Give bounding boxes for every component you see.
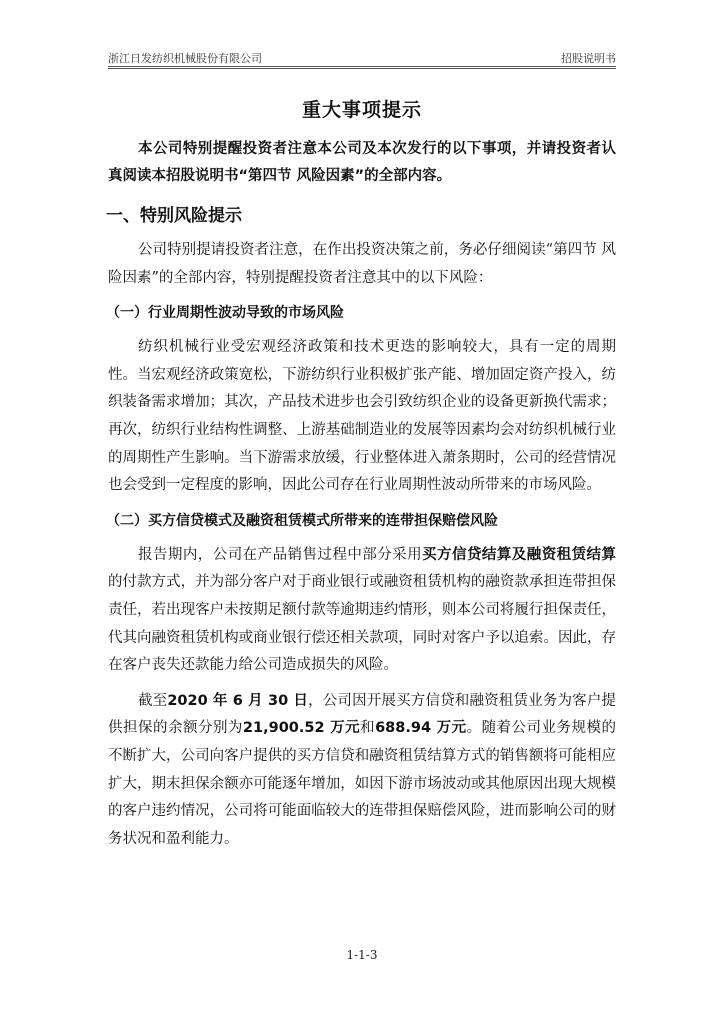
text-run: 截至 bbox=[138, 692, 168, 709]
risk-paragraph-market: 纺织机械行业受宏观经济政策和技术更迭的影响较大，具有一定的周期性。当宏观经济政策宽松，下游纺织行业积极扩张产能、增加固定资产投入，纺织装备需求增加；其次，产品技术进步也会引致纺织企业的设备更新换代需求；再次，纺织行业结构性调整、上游基础制造业的发展等因素均会对纺织机械行业的周期性产生影响。当下游需求放缓，行业整体进入萧条期时，公司的经营情况也会受到一定程度的影响，因此公司存在行业周期性波动所带来的市场风险。 bbox=[108, 339, 616, 494]
header-rule-double bbox=[108, 68, 616, 69]
lead-paragraph: 本公司特别提醒投资者注意本公司及本次发行的以下事项，并请投资者认真阅读本招股说明书“第四节 风险因素”的全部内容。 bbox=[108, 141, 616, 184]
emphasized-amount: 21,900.52 万元 bbox=[242, 720, 361, 737]
header-document-type: 招股说明书 bbox=[561, 52, 616, 65]
section-intro-paragraph: 公司特别提请投资者注意，在作出投资决策之前，务必仔细阅读“第四节 风险因素”的全部内容，特别提醒投资者注意其中的以下风险： bbox=[108, 242, 616, 286]
emphasized-date: 2020 年 6 月 30 日 bbox=[167, 692, 309, 709]
text-run: 的付款方式，并为部分客户对于商业银行或融资租赁机构的融资款承担连带担保责任，若出现客户未按期足额付款等逾期违约情形，则本公司将履行担保责任，代其向融资租赁机构或商业银行偿还相关款项，同时对客户予以追索。因此，存在客户丧失还款能力给公司造成损失的风险。 bbox=[108, 574, 616, 674]
guarantee-balance-paragraph bbox=[108, 688, 616, 854]
text-run: 。随着公司业务规模的不断扩大，公司向客户提供的买方信贷和融资租赁结算方式的销售额将可能相应扩大，期末担保余额亦可能逐年增加，如因下游市场波动或其他原因出现大规模的客户违约情况，公司将可能面临较大的连带担保赔偿风险，进而影响公司的财务状况和盈利能力。 bbox=[108, 720, 616, 847]
text-run: ，公司因开展买方信贷和融资租赁业务为客户提供担保的余额分别为 bbox=[108, 692, 616, 737]
header-company-name: 浙江日发纺织机械股份有限公司 bbox=[108, 52, 262, 65]
text-run: 和 bbox=[360, 720, 376, 737]
page-header bbox=[108, 50, 616, 66]
text-run: 报告期内，公司在产品销售过程中部分采用 bbox=[138, 546, 423, 563]
risk-heading-guarantee: （二）买方信贷模式及融资租赁模式所带来的连带担保赔偿风险 bbox=[106, 512, 498, 529]
risk-paragraph-guarantee bbox=[108, 542, 616, 680]
header-rule bbox=[108, 66, 616, 67]
section-heading: 一、特别风险提示 bbox=[106, 206, 242, 226]
page-body bbox=[108, 92, 616, 853]
page-number: 1-1-3 bbox=[346, 948, 378, 962]
emphasized-term: 买方信贷结算及融资租赁结算 bbox=[422, 546, 617, 563]
page-title: 重大事项提示 bbox=[301, 99, 422, 121]
risk-heading-market: （一）行业周期性波动导致的市场风险 bbox=[106, 305, 344, 322]
emphasized-amount: 688.94 万元 bbox=[375, 720, 467, 737]
